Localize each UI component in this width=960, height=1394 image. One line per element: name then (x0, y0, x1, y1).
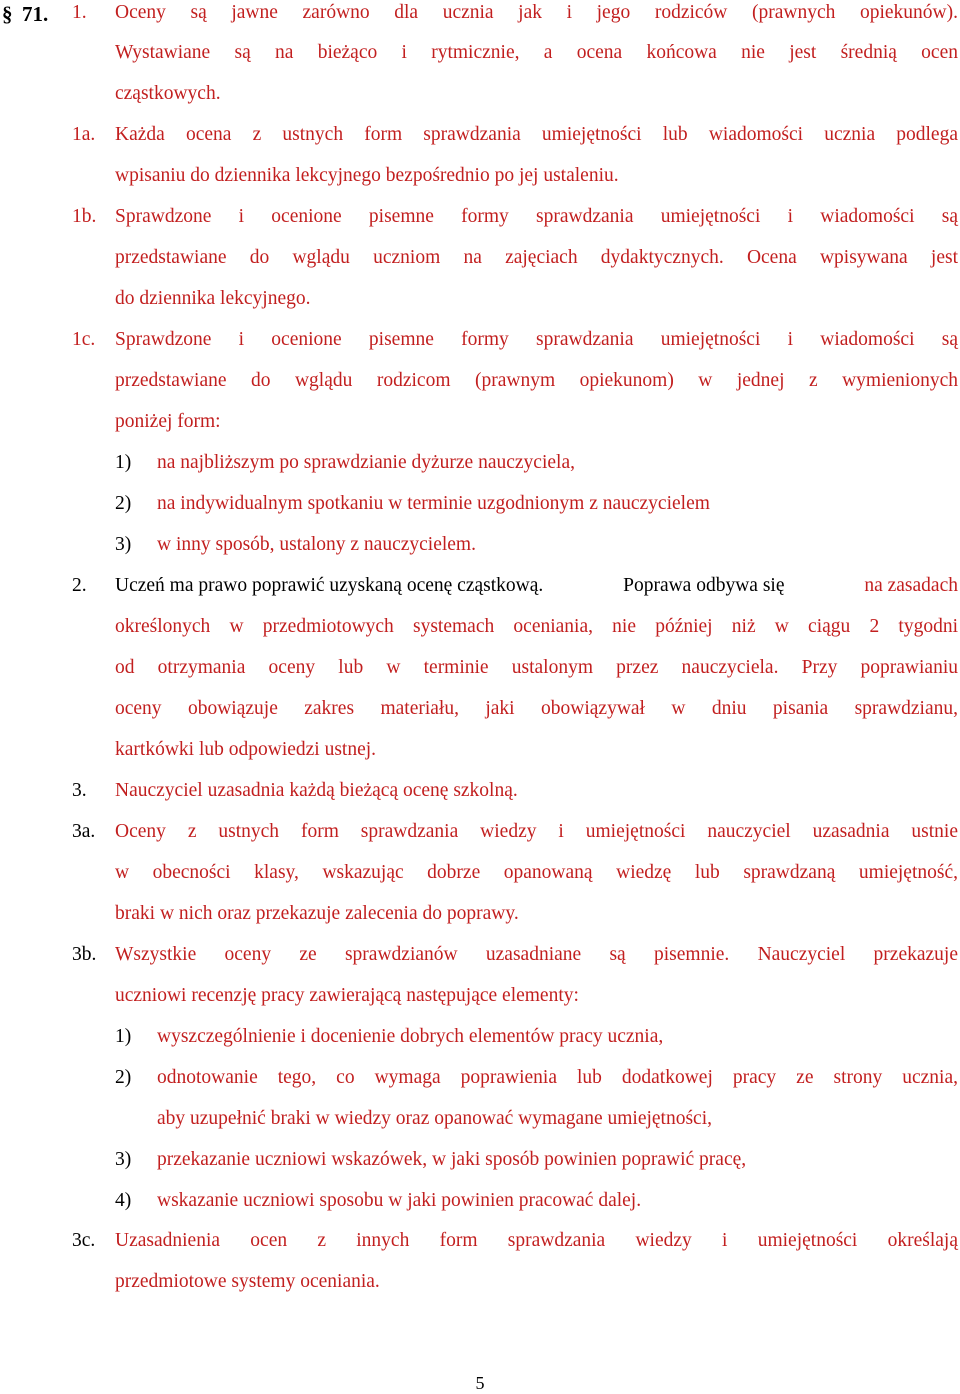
para-3b-item-2-number: 2) (115, 1067, 132, 1088)
para-2-line-1 (115, 575, 958, 597)
para-3-number: 3. (72, 780, 87, 801)
para-2-line-1-part-a: Uczeń ma prawo poprawić uzyskaną ocenę cząstkową. (115, 575, 544, 596)
para-3b-line-1: Wszystkie oceny ze sprawdzianów uzasadniane są pisemnie. Nauczyciel przekazuje (115, 944, 958, 965)
para-3a-number: 3a. (72, 821, 96, 842)
para-1c-item-3-number: 3) (115, 534, 132, 555)
section-symbol: § (2, 2, 13, 26)
para-2-line-3: od otrzymania oceny lub w terminie ustalonym przez nauczyciela. Przy poprawianiu (115, 657, 958, 678)
para-1b-number: 1b. (72, 206, 97, 227)
para-3c-number: 3c. (72, 1230, 96, 1251)
page-number: 5 (475, 1373, 485, 1393)
para-3b-item-2-text: odnotowanie tego, co wymaga poprawienia lub dodatkowej pracy ze strony ucznia, (157, 1067, 958, 1088)
para-3a-line-3: braki w nich oraz przekazuje zalecenia do poprawy. (115, 903, 519, 924)
para-1-line-1: Oceny są jawne zarówno dla ucznia jak i jego rodziców (prawnych opiekunów). (115, 2, 958, 23)
para-2-line-1-part-b: Poprawa odbywa się (623, 575, 785, 596)
para-1-line-3: cząstkowych. (115, 83, 221, 104)
para-1b-line-2: przedstawiane do wglądu uczniom na zajęciach dydaktycznych. Ocena wpisywana jest (115, 247, 958, 268)
para-1c-number: 1c. (72, 329, 96, 350)
para-2-line-1-part-c: na zasadach (864, 575, 958, 596)
para-2-line-2: określonych w przedmiotowych systemach oceniania, nie później niż w ciągu 2 tygodni (115, 616, 958, 637)
para-1c-line-1: Sprawdzone i ocenione pisemne formy sprawdzania umiejętności i wiadomości są (115, 329, 958, 350)
para-3b-item-4-text: wskazanie uczniowi sposobu w jaki powinien pracować dalej. (157, 1190, 642, 1211)
para-1c-item-2-number: 2) (115, 493, 132, 514)
para-3a-line-2: w obecności klasy, wskazując dobrze opanowaną wiedzę lub sprawdzaną umiejętność, (115, 862, 958, 883)
para-1a-number: 1a. (72, 124, 96, 145)
para-3b-item-1-number: 1) (115, 1026, 132, 1047)
para-1b-line-1: Sprawdzone i ocenione pisemne formy sprawdzania umiejętności i wiadomości są (115, 206, 958, 227)
para-2-number: 2. (72, 575, 87, 596)
para-3c-line-2: przedmiotowe systemy oceniania. (115, 1271, 380, 1292)
para-1-number: 1. (72, 2, 87, 23)
para-1a-line-2: wpisaniu do dziennika lekcyjnego bezpośrednio po jej ustaleniu. (115, 165, 619, 186)
para-3c-line-1: Uzasadnienia ocen z innych form sprawdzania wiedzy i umiejętności określają (115, 1230, 958, 1251)
para-3b-item-2-text-cont: aby uzupełnić braki w wiedzy oraz opanować wymagane umiejętności, (157, 1108, 712, 1129)
para-3b-item-3-number: 3) (115, 1149, 132, 1170)
para-1a-line-1: Każda ocena z ustnych form sprawdzania umiejętności lub wiadomości ucznia podlega (115, 124, 958, 145)
para-1c-item-1-text: na najbliższym po sprawdzianie dyżurze nauczyciela, (157, 452, 575, 473)
para-2-line-5: kartkówki lub odpowiedzi ustnej. (115, 739, 377, 760)
section-number: 71. (22, 2, 49, 26)
para-3b-item-1-text: wyszczególnienie i docenienie dobrych elementów pracy ucznia, (157, 1026, 664, 1047)
para-1b-line-3: do dziennika lekcyjnego. (115, 288, 311, 309)
para-3b-line-2: uczniowi recenzję pracy zawierającą następujące elementy: (115, 985, 579, 1006)
para-1c-item-2-text: na indywidualnym spotkaniu w terminie uzgodnionym z nauczycielem (157, 493, 710, 514)
para-1c-item-3-text: w inny sposób, ustalony z nauczycielem. (157, 534, 476, 555)
para-1c-line-3: poniżej form: (115, 411, 221, 432)
para-1-line-2: Wystawiane są na bieżąco i rytmicznie, a ocena końcowa nie jest średnią ocen (115, 42, 958, 63)
para-3a-line-1: Oceny z ustnych form sprawdzania wiedzy i umiejętności nauczyciel uzasadnia ustnie (115, 821, 958, 842)
para-3b-item-4-number: 4) (115, 1190, 132, 1211)
para-3b-item-3-text: przekazanie uczniowi wskazówek, w jaki sposób powinien poprawić pracę, (157, 1149, 747, 1170)
para-3-line-1: Nauczyciel uzasadnia każdą bieżącą ocenę szkolną. (115, 780, 518, 801)
para-1c-item-1-number: 1) (115, 452, 132, 473)
para-3b-number: 3b. (72, 944, 97, 965)
para-2-line-4: oceny obowiązuje zakres materiału, jaki obowiązywał w dniu pisania sprawdzianu, (115, 698, 958, 719)
para-1c-line-2: przedstawiane do wglądu rodzicom (prawnym opiekunom) w jednej z wymienionych (115, 370, 958, 391)
